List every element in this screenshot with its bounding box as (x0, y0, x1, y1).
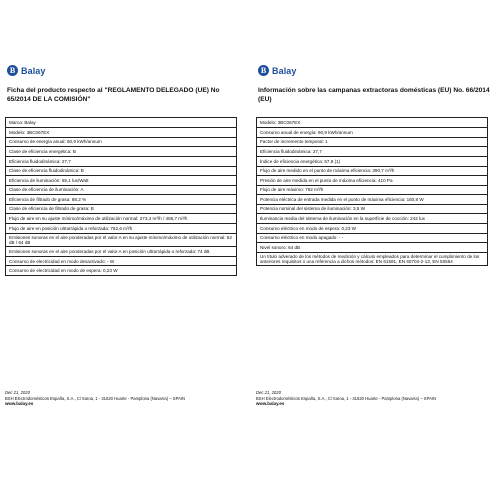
table-row: Nivel sonoro: 64 dB (257, 242, 487, 252)
table-row: Emisiones sonoras en el aire ponderadas por el valor A en posición ultrarrápida o reforzada: 74 dB (6, 246, 236, 256)
brand-name: Balay (21, 65, 46, 76)
table-row: Eficiencia fluidodinámica: 27,7 (6, 156, 236, 166)
table-row: Clase de eficiencia energética: B (6, 146, 236, 156)
table-row: Índice de eficiencia energética: 57,8 (1) (257, 156, 487, 166)
sheet-title: Ficha del producto respecto al "REGLAMENTO DELEGADO (UE) No 65/2014 DE LA COMISIÓN" (7, 87, 220, 103)
table-row: Iluminancia media del sistema de iluminación en la superficie de cocción: 242 lux (257, 213, 487, 223)
brand-name: Balay (272, 65, 297, 76)
table-row: Modelo: 3BC067EX (6, 127, 236, 137)
table-row: Potencia eléctrica de entrada medida en el punto de máxima eficiencia: 160,8 W (257, 194, 487, 204)
table-row: Modelo: 3BC067EX (260, 119, 301, 125)
table-row: Consumo anual de energía: 60,9 kWh/annum (257, 127, 487, 137)
table-row: Factor de incremento temporal: 1 (257, 137, 487, 147)
table-row: Flujo de aire en posición ultrarrápida o reforzada: 762,6 m³/h (6, 223, 236, 233)
table-row: Clase de eficiencia de filtrado de grasa: B (6, 204, 236, 214)
table-row: Flujo de aire medido en el punto de máxima eficiencia: 390,7 m³/h (257, 166, 487, 176)
table-row: Consumo de electricidad en modo desactivado: - W (6, 256, 236, 266)
balay-b-icon: B (258, 65, 269, 76)
table-row: Eficiencia de iluminación: 69,1 lux/Watt (6, 175, 236, 185)
sheet-footer (256, 390, 490, 406)
table-row: Flujo de aire en su ajuste mínimo/máximo de utilización normal: 273,4 m³/h / 456,7 m³/h (6, 213, 236, 223)
table-row: Consumo eléctrico en modo apagado: - - (257, 233, 487, 243)
table-row: Consumo de electricidad en modo de espera: 0,23 W (6, 265, 236, 275)
left-product-sheet (3, 52, 241, 448)
brand-logo (258, 65, 297, 76)
table-row: Potencia nominal del sistema de iluminación: 3,5 W (257, 204, 487, 214)
table-row: Clase de eficiencia fluidodinámica: B (6, 166, 236, 176)
table-row: Consumo eléctrico en modo de espera: 0,23 W (257, 223, 487, 233)
spec-table (5, 117, 237, 276)
table-row: Emisiones sonoras en el aire ponderadas por el valor A en su ajuste mínimo/máximo de utilización normal: 52 dB / 64 dB (6, 233, 236, 247)
footer-address: BSH Electrodomésticos España, S.A., C/ Itaroa, 1 - 31620 Huarte - Pamplona (Navarra) – SPAIN (5, 395, 186, 401)
table-row: Presión de aire medida en el punto de máxima eficiencia: 410 Pa (257, 175, 487, 185)
table-row: Consumo de energía anual: 60,9 kWh/annum (6, 137, 236, 147)
table-row: Eficiencia de filtrado de grasa: 88,2 % (6, 194, 236, 204)
table-row: Clase de eficiencia de iluminación: A (6, 185, 236, 195)
footer-website: www.balay.es (256, 401, 285, 407)
footer-date: Dec 21, 2020 (5, 390, 30, 395)
spec-table (256, 117, 488, 266)
footer-date: Dec 21, 2020 (256, 390, 281, 395)
brand-logo (7, 65, 46, 76)
table-row: Eficiencia fluidodinámica: 27,7 (257, 146, 487, 156)
table-row: Marca: Balay (9, 119, 36, 125)
sheet-title: Información sobre las campanas extractoras domésticas (EU) No. 66/2014 (EU) (258, 87, 490, 103)
table-row: Flujo de aire máximo: 762 m³/h (257, 185, 487, 195)
footer-website: www.balay.es (5, 401, 34, 407)
table-row: Un título adverado de los métodos de medición y cálculo empleados para determinar el cumplimiento de los anteriores requisitos o una referencia a dichos métodos: EN 61591, EN 60704-2-13, EN 50564 (257, 252, 487, 266)
sheet-footer (5, 390, 239, 406)
footer-address: BSH Electrodomésticos España, S.A., C/ Itaroa, 1 - 31620 Huarte - Pamplona (Navarra) – SPAIN (256, 395, 437, 401)
balay-b-icon: B (7, 65, 18, 76)
right-product-sheet (254, 52, 492, 448)
